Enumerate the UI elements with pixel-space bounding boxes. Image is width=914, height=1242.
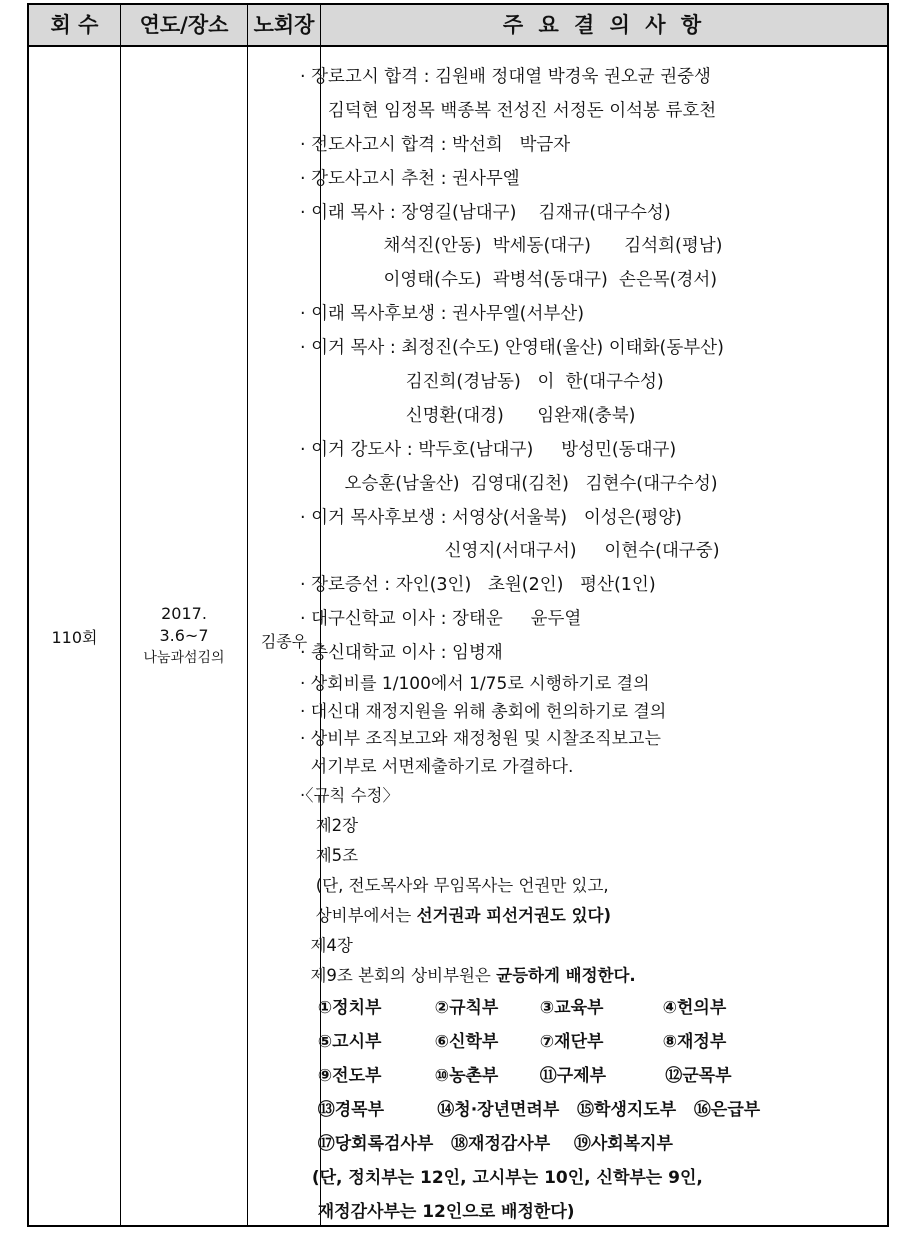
resolution-line: · 총신대학교 이사 : 임병재: [300, 643, 503, 664]
header-session: 회 수: [50, 13, 99, 37]
resolution-line: · 이거 목사후보생 : 서영상(서울북) 이성은(평양): [300, 507, 682, 528]
final-note: 재정감사부는 12인으로 배정한다): [300, 1202, 575, 1223]
note-line: · 상비부 조직보고와 재정청원 및 시찰조직보고는: [300, 729, 661, 750]
resolution-line: 신명환(대경) 임완재(충북): [300, 405, 636, 426]
rules-chapter: 제4장: [300, 936, 353, 956]
date: 3.6~7: [159, 626, 209, 645]
committee-row: ⑬경목부 ⑭청·장년면려부 ⑮학생지도부 ⑯은급부: [300, 1100, 761, 1121]
resolution-line: 김덕현 임정목 백종복 전성진 서정돈 이석봉 류호천: [300, 100, 717, 121]
committee-row: ⑨전도부 ⑩농촌부 ⑪구제부 ⑫군목부: [300, 1066, 732, 1087]
moderator-name: 김종우: [260, 632, 308, 651]
rules-chapter: 제2장: [300, 816, 359, 836]
resolution-line: · 이래 목사후보생 : 권사무엘(서부산): [300, 304, 585, 325]
rules-article: [300, 961, 855, 991]
rules-heading: ·〈규칙 수정〉: [300, 786, 399, 806]
rules-article-emphasis: 균등하게 배정한다.: [496, 966, 636, 986]
resolutions-content: [300, 61, 855, 1229]
note-line: · 대신대 재정지원을 위해 총회에 헌의하기로 결의: [300, 701, 667, 722]
committee-row: ⑰당회록검사부 ⑱재정감사부 ⑲사회복지부: [300, 1134, 673, 1155]
resolution-line: 김진희(경남동) 이 한(대구수성): [300, 372, 664, 393]
place: 나눔과섬김의: [143, 650, 225, 666]
resolution-line: · 전도사고시 합격 : 박선희 박금자: [300, 134, 571, 155]
header-resolutions: 주 요 결 의 사 항: [502, 13, 706, 37]
rules-note: [300, 901, 855, 931]
note-line: 서기부로 서면제출하기로 가결하다.: [300, 756, 574, 777]
rules-note-emphasis: 선거권과 피선거권도 있다): [416, 906, 611, 926]
resolution-line: · 장로고시 합격 : 김원배 정대열 박경욱 권오균 권중생: [300, 67, 711, 87]
note-line: · 상회비를 1/100에서 1/75로 시행하기로 결의: [300, 674, 650, 695]
resolution-line: 신영지(서대구서) 이현수(대구중): [300, 541, 720, 562]
committee-row: ⑤고시부 ⑥신학부 ⑦재단부 ⑧재정부: [300, 1032, 727, 1053]
header-moderator: 노회장: [253, 13, 315, 37]
resolution-line: · 이래 목사 : 장영길(남대구) 김재규(대구수성): [300, 202, 671, 223]
header-year-place: 연도/장소: [139, 13, 229, 37]
final-note: (단, 정치부는 12인, 고시부는 10인, 신학부는 9인,: [300, 1168, 703, 1189]
resolution-line: · 이거 강도사 : 박두호(남대구) 방성민(동대구): [300, 439, 677, 460]
resolution-line: 이영태(수도) 곽병석(동대구) 손은목(경서): [300, 270, 718, 291]
session-number: 110회: [51, 628, 98, 647]
committee-row: ①정치부 ②규칙부 ③교육부 ④헌의부: [300, 998, 727, 1019]
resolution-line: 채석진(안동) 박세동(대구) 김석희(평남): [300, 236, 723, 257]
resolution-line: 오승훈(남울산) 김영대(김천) 김현수(대구수성): [300, 473, 718, 494]
year: 2017.: [161, 604, 207, 623]
rules-article: 제5조: [300, 846, 359, 866]
column-divider: [247, 5, 248, 1225]
rules-article-text: 제9조 본회의 상비부원은: [300, 966, 497, 986]
resolution-line: · 대구신학교 이사 : 장태운 윤두열: [300, 609, 582, 630]
rules-note: (단, 전도목사와 무임목사는 언권만 있고,: [300, 876, 609, 896]
resolution-line: · 장로증선 : 자인(3인) 초원(2인) 평산(1인): [300, 575, 656, 596]
year-place-cell: [121, 603, 247, 669]
rules-note-text: 상비부에서는: [300, 906, 417, 926]
resolution-line: · 이거 목사 : 최정진(수도) 안영태(울산) 이태화(동부산): [300, 338, 724, 359]
resolution-line: · 강도사고시 추천 : 권사무엘: [300, 168, 520, 189]
